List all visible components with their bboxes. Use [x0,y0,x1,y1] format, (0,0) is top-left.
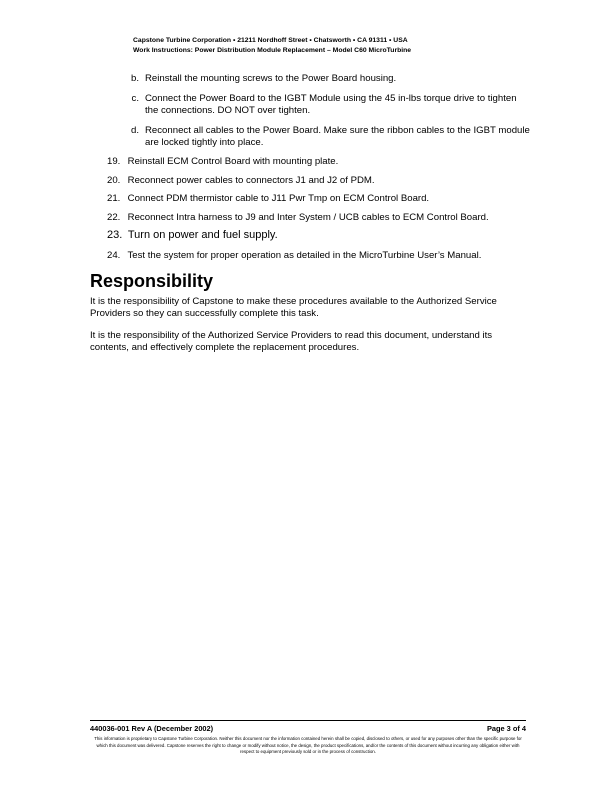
substep-c [131,93,530,116]
footer-proprietary-notice: This information is proprietary to Capstone Turbine Corporation. Neither this document nor the information contained herein shall be copied, disclosed to others, or used for any purposes other than the specific purpose for which this document was delivered. Capstone reserves the right to change or modify without notice, the design, the product specifications, and/or the contents of this document without incurring any obligation either with respect to equipment previously sold or in the process of construction. [94,736,522,755]
responsibility-paragraph-1: It is the responsibility of Capstone to make these procedures available to the Authorized Service Providers so they can successfully complete this task. [90,296,497,319]
step-24 [107,250,537,262]
step-21 [107,193,537,205]
substep-label: b. [130,73,139,84]
substep-label: d. [130,125,139,136]
step-22 [107,212,537,224]
header-title-line: Work Instructions: Power Distribution Module Replacement – Model C60 MicroTurbine [133,47,412,54]
step-20 [107,175,537,187]
substep-d [130,125,530,148]
step-number: 20. [107,175,121,186]
step-text: Turn on power and fuel supply. [127,229,278,241]
footer-page-number: Page 3 of 4 [486,724,526,733]
step-text: Connect PDM thermistor cable to J11 Pwr Tmp on ECM Control Board. [127,193,430,204]
section-title-responsibility: Responsibility [90,271,214,291]
step-23 [107,230,537,242]
substep-text: Connect the Power Board to the IGBT Module using the 45 in-lbs torque drive to tighten the connections. DO NOT over tighten. [145,93,517,116]
footer-document-id: 440036-001 Rev A (December 2002) [90,724,214,733]
step-number: 24. [107,250,121,261]
step-text: Reconnect power cables to connectors J1 and J2 of PDM. [127,175,375,186]
step-number: 19. [107,156,121,167]
step-text: Reinstall ECM Control Board with mounting plate. [127,156,339,167]
header-company-line: Capstone Turbine Corporation • 21211 Nordhoff Street • Chatsworth • CA 91311 • USA [133,37,408,44]
step-number: 23. [107,229,123,241]
step-text: Reconnect Intra harness to J9 and Inter System / UCB cables to ECM Control Board. [127,212,489,223]
step-number: 21. [107,193,121,204]
step-19 [107,156,537,168]
responsibility-paragraph-2: It is the responsibility of the Authorized Service Providers to read this document, understand its contents, and effectively complete the replacement procedures. [90,330,493,353]
footer-divider [90,720,526,721]
step-number: 22. [107,212,121,223]
step-text: Test the system for proper operation as detailed in the MicroTurbine User’s Manual. [127,250,482,261]
substep-b [130,73,530,85]
substep-text: Reinstall the mounting screws to the Power Board housing. [145,73,397,84]
substep-text: Reconnect all cables to the Power Board. Make sure the ribbon cables to the IGBT module are locked tightly into place. [145,125,530,148]
page-header [133,36,533,56]
substep-label: c. [131,93,139,104]
